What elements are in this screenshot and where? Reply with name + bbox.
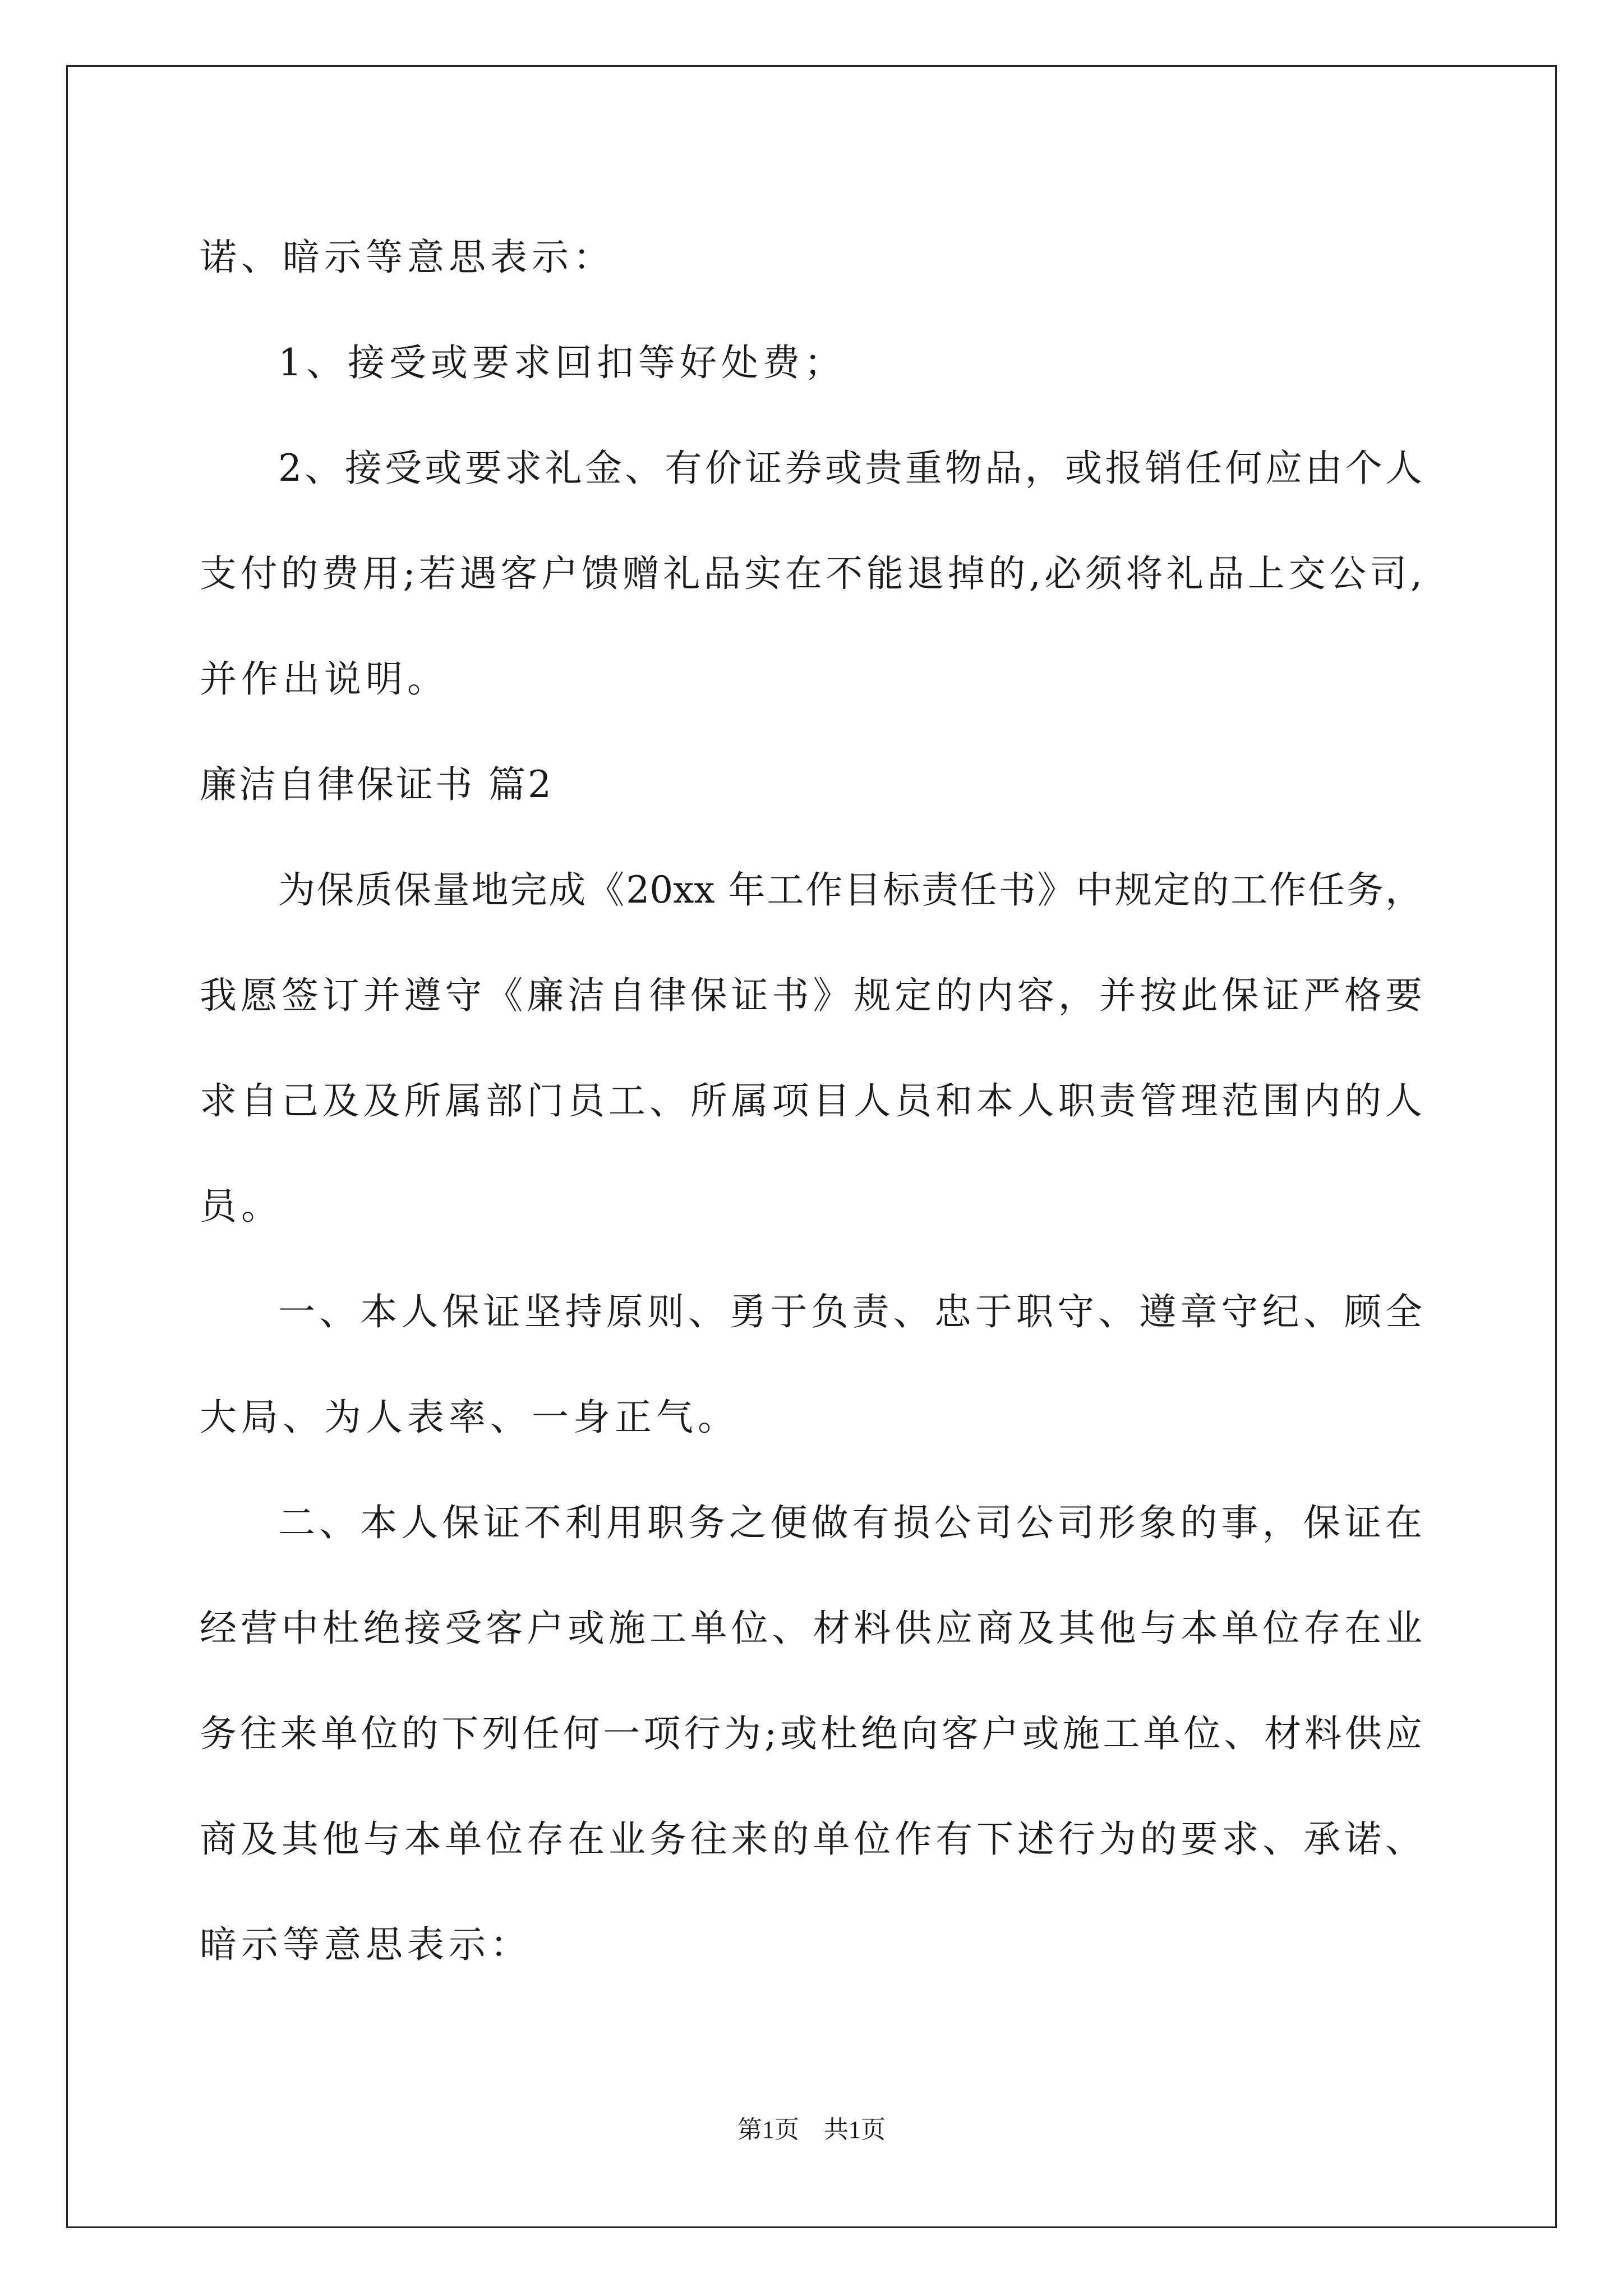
page-footer: 第1页 共1页 (737, 2116, 886, 2143)
clause-one-line-1: 一、本人保证坚持原则、勇于负责、忠于职守、遵章守纪、顾全 (278, 1290, 1422, 1333)
list-item-2-line-3: 并作出说明。 (200, 657, 449, 701)
list-item-2-line-2: 支付的费用;若遇客户馈赠礼品实在不能退掉的,必须将礼品上交公司, (200, 552, 1422, 595)
paragraph-intro-line-3: 求自己及及所属部门员工、所属项目人员和本人职责管理范围内的人 (200, 1079, 1422, 1122)
clause-two-line-3: 务往来单位的下列任何一项行为;或杜绝向客户或施工单位、材料供应 (200, 1712, 1422, 1755)
list-item-2-line-1: 2、接受或要求礼金、有价证券或贵重物品，或报销任何应由个人 (278, 447, 1422, 490)
list-item-1: 1、接受或要求回扣等好处费； (278, 341, 846, 384)
paragraph-intro-line-2: 我愿签订并遵守《廉洁自律保证书》规定的内容，并按此保证严格要 (200, 974, 1422, 1017)
clause-two-line-5: 暗示等意思表示： (200, 1923, 532, 1966)
section-heading: 廉洁自律保证书 篇2 (200, 763, 554, 806)
paragraph-intro-line-1: 为保质保量地完成《20xx 年工作目标责任书》中规定的工作任务， (278, 868, 1422, 912)
paragraph-intro-line-4: 员。 (200, 1185, 283, 1228)
page-border (66, 65, 1557, 2228)
clause-two-line-1: 二、本人保证不利用职务之便做有损公司公司形象的事，保证在 (278, 1501, 1422, 1544)
clause-two-line-4: 商及其他与本单位存在业务往来的单位作有下述行为的要求、承诺、 (200, 1818, 1422, 1861)
clause-two-line-2: 经营中杜绝接受客户或施工单位、材料供应商及其他与本单位存在业 (200, 1607, 1422, 1650)
paragraph-line: 诺、暗示等意思表示： (200, 236, 615, 279)
clause-one-line-2: 大局、为人表率、一身正气。 (200, 1396, 739, 1439)
